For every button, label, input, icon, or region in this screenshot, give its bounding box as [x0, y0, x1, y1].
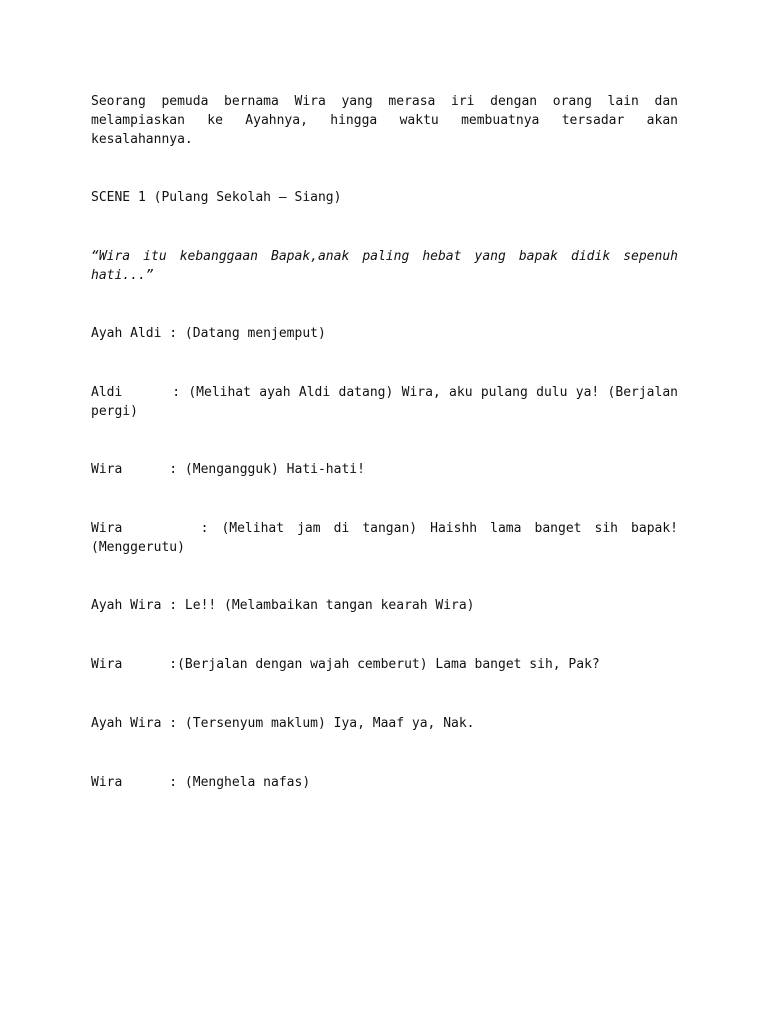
dialogue-line: Ayah Wira : (Tersenyum maklum) Iya, Maaf ya, Nak. [91, 716, 475, 731]
dialogue-line: Aldi : (Melihat ayah Aldi datang) Wira, aku pulang dulu ya! (Berjalan pergi) [91, 385, 686, 419]
dialogue-line: Ayah Wira : Le!! (Melambaikan tangan kearah Wira) [91, 598, 475, 613]
dialogue-line: Wira : (Melihat jam di tangan) Haishh lama banget sih bapak! (Menggerutu) [91, 521, 686, 555]
dialogue-line: Wira : (Menghela nafas) [91, 775, 311, 790]
scene-heading: SCENE 1 (Pulang Sekolah – Siang) [91, 190, 342, 205]
opening-quote: “Wira itu kebanggaan Bapak,anak paling hebat yang bapak didik sepenuh hati...” [91, 249, 686, 283]
dialogue-line: Wira :(Berjalan dengan wajah cemberut) Lama banget sih, Pak? [91, 657, 600, 672]
synopsis-paragraph: Seorang pemuda bernama Wira yang merasa iri dengan orang lain dan melampiaskan ke Ayahnya, hingga waktu membuatnya tersadar akan kesalahannya. [91, 94, 686, 147]
dialogue-line: Wira : (Mengangguk) Hati-hati! [91, 462, 365, 477]
dialogue-line: Ayah Aldi : (Datang menjemput) [91, 326, 326, 341]
